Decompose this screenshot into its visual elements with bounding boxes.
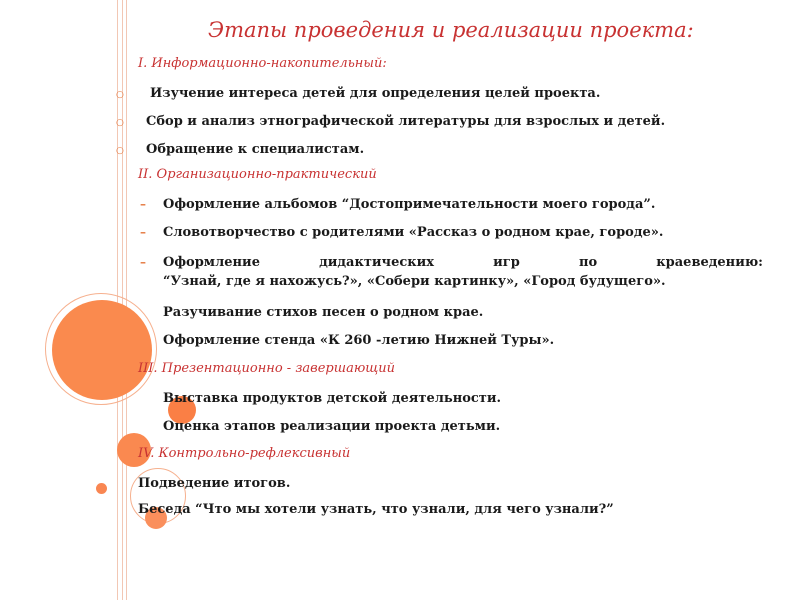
list-item: Выставка продуктов детской деятельности. — [163, 391, 502, 406]
item-word: Оформление — [163, 255, 260, 270]
bullet-circle-icon: ○ — [116, 90, 124, 100]
list-item: Словотворчество с родителями «Рассказ о родном крае, городе». — [163, 225, 664, 240]
bullet-dash-icon: – — [140, 197, 146, 211]
decor-circle-small — [96, 483, 107, 494]
item-word: по — [578, 255, 598, 270]
list-item-multiline — [163, 253, 763, 291]
item-word: краеведению: — [656, 255, 763, 270]
list-item: Изучение интереса детей для определения целей проекта. — [150, 86, 601, 101]
list-item: Оформление альбомов “Достопримечательности моего города”. — [163, 197, 656, 212]
list-item: Сбор и анализ этнографической литературы для взрослых и детей. — [146, 114, 666, 129]
section-heading-1: I. Информационно-накопительный: — [138, 56, 387, 71]
section-heading-3: III. Презентационно - завершающий — [138, 361, 396, 376]
bullet-circle-icon: ○ — [116, 118, 124, 128]
list-item: Подведение итогов. — [138, 476, 291, 491]
section-heading-2: II. Организационно-практический — [138, 167, 377, 182]
decor-circle-large — [52, 300, 152, 400]
bullet-dash-icon: – — [140, 225, 146, 239]
list-item: Оценка этапов реализации проекта детьми. — [163, 419, 501, 434]
bullet-dash-icon: – — [140, 255, 146, 269]
list-item: Обращение к специалистам. — [146, 142, 365, 157]
list-item: Оформление стенда «К 260 -летию Нижней Туры». — [163, 333, 555, 348]
list-item: Беседа “Что мы хотели узнать, что узнали, для чего узнали?” — [138, 502, 614, 517]
item-word: дидактических — [319, 255, 435, 270]
item-line: “Узнай, где я нахожусь?», «Собери картинку», «Город будущего». — [163, 274, 666, 289]
list-item: Разучивание стихов песен о родном крае. — [163, 305, 484, 320]
item-word: игр — [493, 255, 520, 270]
section-heading-4: IV. Контрольно-рефлексивный — [138, 446, 351, 461]
bullet-circle-icon: ○ — [116, 146, 124, 156]
page-title: Этапы проведения и реализации проекта: — [208, 18, 694, 42]
